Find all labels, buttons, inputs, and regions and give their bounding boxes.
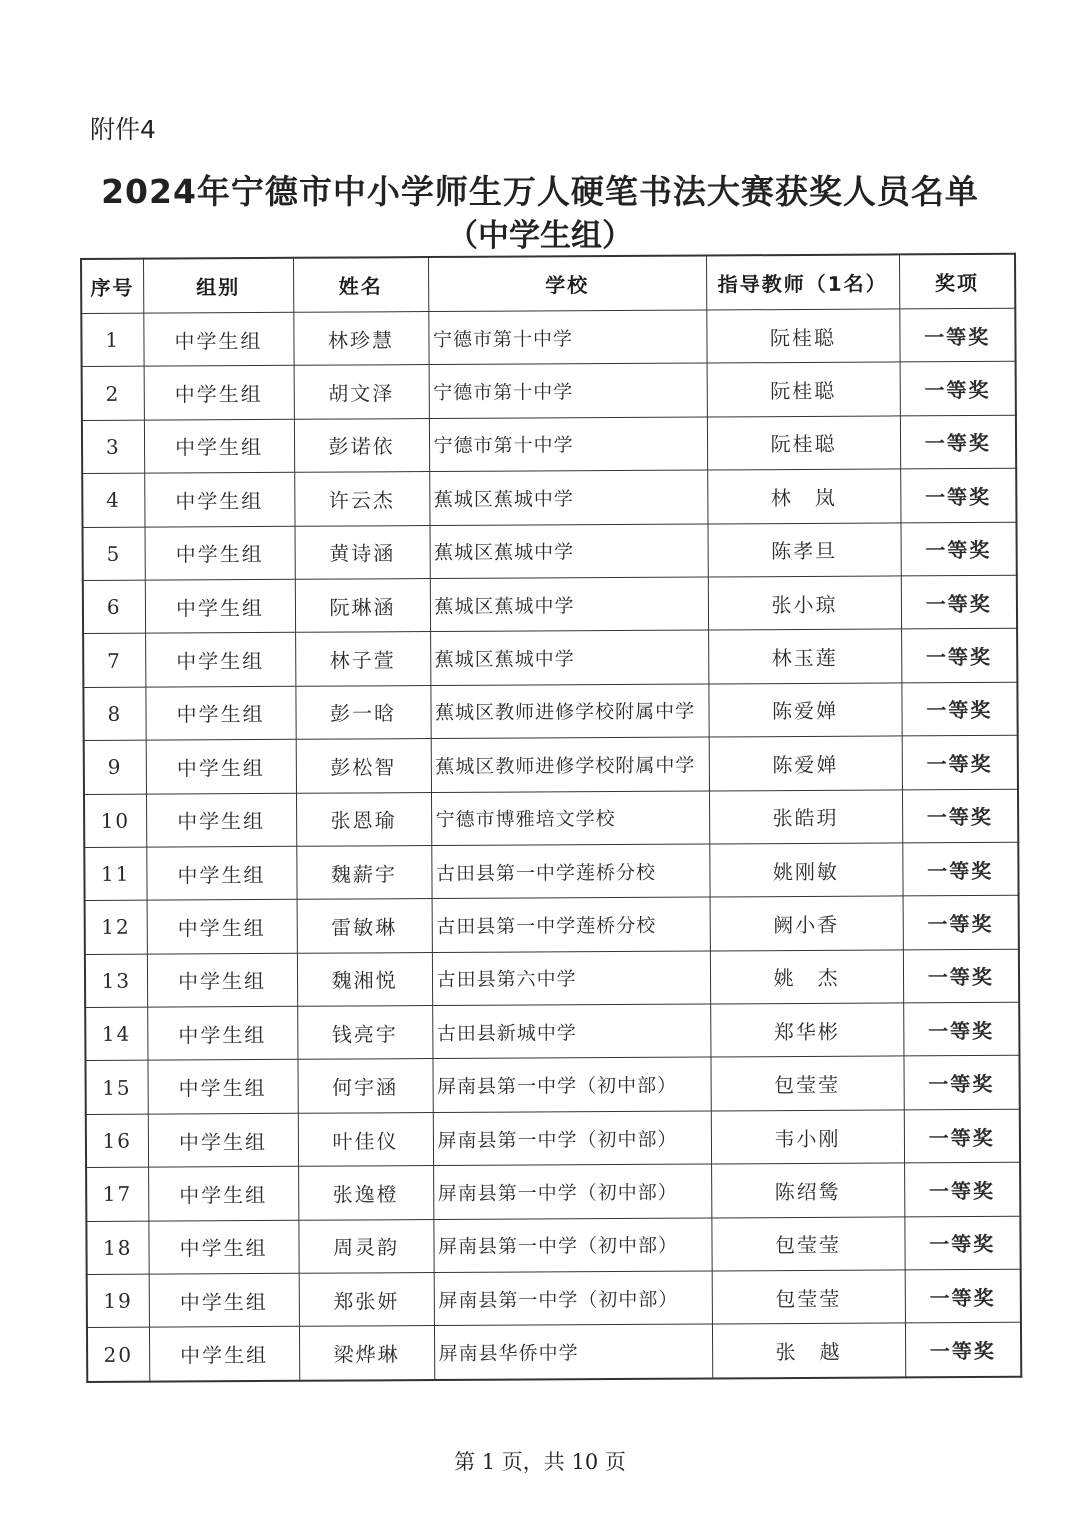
table-row <box>83 629 1017 688</box>
cell-group: 中学生组 <box>144 366 294 420</box>
cell-award: 一等奖 <box>900 468 1016 522</box>
page-footer: 第 1 页，共 10 页 <box>454 1450 626 1474</box>
cell-school: 古田县第一中学莲桥分校 <box>431 844 709 899</box>
cell-award: 一等奖 <box>901 629 1017 683</box>
cell-school: 古田县第一中学莲桥分校 <box>432 897 710 952</box>
cell-award: 一等奖 <box>902 842 1018 896</box>
cell-group: 中学生组 <box>147 1006 297 1060</box>
cell-name: 林珍慧 <box>293 312 428 366</box>
cell-group: 中学生组 <box>145 686 295 740</box>
cell-school: 宁德市第十中学 <box>429 417 707 472</box>
table-row <box>83 522 1017 581</box>
cell-award: 一等奖 <box>902 735 1018 789</box>
cell-no: 2 <box>82 367 144 421</box>
cell-school: 屏南县第一中学（初中部） <box>434 1271 712 1326</box>
header-no: 序号 <box>81 259 143 314</box>
cell-group: 中学生组 <box>145 526 295 580</box>
cell-school: 屏南县第一中学（初中部） <box>433 1218 711 1273</box>
cell-no: 16 <box>86 1114 148 1168</box>
cell-school: 屏南县第一中学（初中部） <box>433 1164 711 1219</box>
cell-name: 张逸橙 <box>298 1166 433 1220</box>
cell-teacher: 张小琼 <box>708 576 901 630</box>
table-row <box>86 1216 1020 1275</box>
cell-name: 何宇涵 <box>297 1059 432 1113</box>
cell-group: 中学生组 <box>148 1113 298 1167</box>
table-header-row <box>81 254 1015 314</box>
cell-school: 蕉城区蕉城中学 <box>429 470 707 525</box>
cell-award: 一等奖 <box>904 1216 1020 1270</box>
cell-school: 蕉城区教师进修学校附属中学 <box>430 684 708 739</box>
cell-teacher: 陈孝旦 <box>707 522 900 576</box>
cell-school: 蕉城区教师进修学校附属中学 <box>431 737 709 792</box>
cell-award: 一等奖 <box>904 1109 1020 1163</box>
cell-school: 宁德市博雅培文学校 <box>431 791 709 846</box>
cell-school: 古田县第六中学 <box>432 951 710 1006</box>
cell-school: 屏南县第一中学（初中部） <box>433 1111 711 1166</box>
cell-award: 一等奖 <box>905 1269 1021 1323</box>
cell-award: 一等奖 <box>905 1323 1021 1378</box>
cell-no: 10 <box>84 794 146 848</box>
cell-group: 中学生组 <box>146 739 296 793</box>
cell-name: 黄诗涵 <box>294 525 429 579</box>
cell-name: 郑张妍 <box>299 1273 434 1327</box>
cell-no: 4 <box>82 473 144 527</box>
table-row <box>86 1163 1020 1222</box>
cell-award: 一等奖 <box>903 1002 1019 1056</box>
cell-no: 7 <box>83 633 145 687</box>
table-row <box>85 1002 1019 1061</box>
cell-group: 中学生组 <box>146 793 296 847</box>
table-row <box>84 735 1018 794</box>
cell-school: 屏南县华侨中学 <box>434 1324 712 1379</box>
cell-school: 蕉城区蕉城中学 <box>430 577 708 632</box>
cell-no: 5 <box>83 527 145 581</box>
cell-name: 张恩瑜 <box>296 792 431 846</box>
cell-no: 18 <box>86 1221 148 1275</box>
cell-no: 12 <box>85 900 147 954</box>
cell-group: 中学生组 <box>144 472 294 526</box>
cell-name: 阮琳涵 <box>295 579 430 633</box>
table-row <box>83 682 1017 741</box>
cell-award: 一等奖 <box>901 682 1017 736</box>
cell-school: 蕉城区蕉城中学 <box>429 524 707 579</box>
cell-no: 11 <box>84 847 146 901</box>
cell-name: 胡文泽 <box>294 365 429 419</box>
table-row <box>85 949 1019 1008</box>
cell-teacher: 包莹莹 <box>711 1217 904 1271</box>
cell-name: 彭诺依 <box>294 418 429 472</box>
cell-no: 6 <box>83 580 145 634</box>
cell-name: 叶佳仪 <box>298 1112 433 1166</box>
table-row <box>85 896 1019 955</box>
cell-teacher: 张皓玥 <box>709 789 902 843</box>
cell-teacher: 阮桂聪 <box>706 309 899 363</box>
cell-teacher: 林玉莲 <box>708 629 901 683</box>
cell-group: 中学生组 <box>145 633 295 687</box>
cell-group: 中学生组 <box>147 953 297 1007</box>
cell-school: 宁德市第十中学 <box>429 363 707 418</box>
cell-group: 中学生组 <box>148 1167 298 1221</box>
cell-group: 中学生组 <box>145 579 295 633</box>
cell-award: 一等奖 <box>900 362 1016 416</box>
cell-teacher: 姚 杰 <box>710 950 903 1004</box>
header-award: 奖项 <box>899 254 1015 309</box>
cell-award: 一等奖 <box>899 308 1015 362</box>
cell-teacher: 包莹莹 <box>712 1270 905 1324</box>
header-school: 学校 <box>428 256 706 312</box>
cell-award: 一等奖 <box>903 1056 1019 1110</box>
cell-no: 1 <box>81 313 143 367</box>
page-subtitle: （中学生组） <box>447 218 633 254</box>
cell-name: 梁烨琳 <box>299 1326 434 1381</box>
table-row <box>87 1269 1021 1328</box>
cell-teacher: 阮桂聪 <box>707 362 900 416</box>
cell-award: 一等奖 <box>900 415 1016 469</box>
cell-no: 14 <box>85 1007 147 1061</box>
cell-name: 彭一晗 <box>295 685 430 739</box>
cell-name: 林子萱 <box>295 632 430 686</box>
cell-no: 8 <box>83 687 145 741</box>
cell-no: 13 <box>85 954 147 1008</box>
cell-teacher: 郑华彬 <box>710 1003 903 1057</box>
cell-group: 中学生组 <box>148 1220 298 1274</box>
cell-no: 9 <box>84 740 146 794</box>
table-body <box>81 308 1021 1382</box>
cell-school: 屏南县第一中学（初中部） <box>432 1057 710 1112</box>
table-row <box>82 468 1016 527</box>
cell-award: 一等奖 <box>903 896 1019 950</box>
cell-teacher: 张 越 <box>712 1323 905 1378</box>
table-row <box>84 842 1018 901</box>
cell-teacher: 阮桂聪 <box>707 416 900 470</box>
cell-teacher: 陈绍鸶 <box>711 1163 904 1217</box>
cell-name: 魏薪宇 <box>296 845 431 899</box>
cell-award: 一等奖 <box>902 789 1018 843</box>
table-row <box>85 1056 1019 1115</box>
attachment-label: 附件4 <box>90 115 156 144</box>
cell-no: 17 <box>86 1167 148 1221</box>
cell-teacher: 陈爱婵 <box>708 683 901 737</box>
table-row <box>82 415 1016 474</box>
table-row <box>82 362 1016 421</box>
cell-school: 蕉城区蕉城中学 <box>430 630 708 685</box>
page-title: 2024年宁德市中小学师生万人硬笔书法大赛获奖人员名单 <box>101 172 979 211</box>
table-row <box>83 575 1017 634</box>
cell-group: 中学生组 <box>143 312 293 366</box>
cell-award: 一等奖 <box>904 1163 1020 1217</box>
cell-teacher: 陈爱婵 <box>709 736 902 790</box>
cell-school: 宁德市第十中学 <box>428 310 706 365</box>
cell-teacher: 林 岚 <box>707 469 900 523</box>
cell-group: 中学生组 <box>147 1060 297 1114</box>
table-row <box>86 1109 1020 1168</box>
table-row <box>87 1323 1021 1382</box>
cell-name: 彭松智 <box>296 739 431 793</box>
cell-group: 中学生组 <box>149 1273 299 1327</box>
header-group: 组别 <box>143 258 293 313</box>
cell-name: 钱亮宇 <box>297 1006 432 1060</box>
cell-name: 周灵韵 <box>298 1219 433 1273</box>
award-table <box>80 253 1022 1383</box>
cell-name: 雷敏琳 <box>297 899 432 953</box>
table-row <box>81 308 1015 367</box>
cell-teacher: 包莹莹 <box>710 1056 903 1110</box>
cell-award: 一等奖 <box>901 575 1017 629</box>
cell-name: 魏湘悦 <box>297 952 432 1006</box>
cell-name: 许云杰 <box>294 472 429 526</box>
header-name: 姓名 <box>293 257 428 312</box>
cell-group: 中学生组 <box>146 846 296 900</box>
cell-group: 中学生组 <box>144 419 294 473</box>
table-row <box>84 789 1018 848</box>
cell-no: 19 <box>87 1274 149 1328</box>
cell-no: 15 <box>85 1061 147 1115</box>
cell-award: 一等奖 <box>900 522 1016 576</box>
cell-no: 3 <box>82 420 144 474</box>
cell-group: 中学生组 <box>147 900 297 954</box>
cell-no: 20 <box>87 1328 149 1382</box>
header-teacher: 指导教师（1名） <box>706 254 899 310</box>
cell-teacher: 韦小刚 <box>711 1110 904 1164</box>
cell-teacher: 阙小香 <box>710 896 903 950</box>
cell-award: 一等奖 <box>903 949 1019 1003</box>
cell-school: 古田县新城中学 <box>432 1004 710 1059</box>
cell-group: 中学生组 <box>149 1327 299 1382</box>
cell-teacher: 姚刚敏 <box>709 843 902 897</box>
